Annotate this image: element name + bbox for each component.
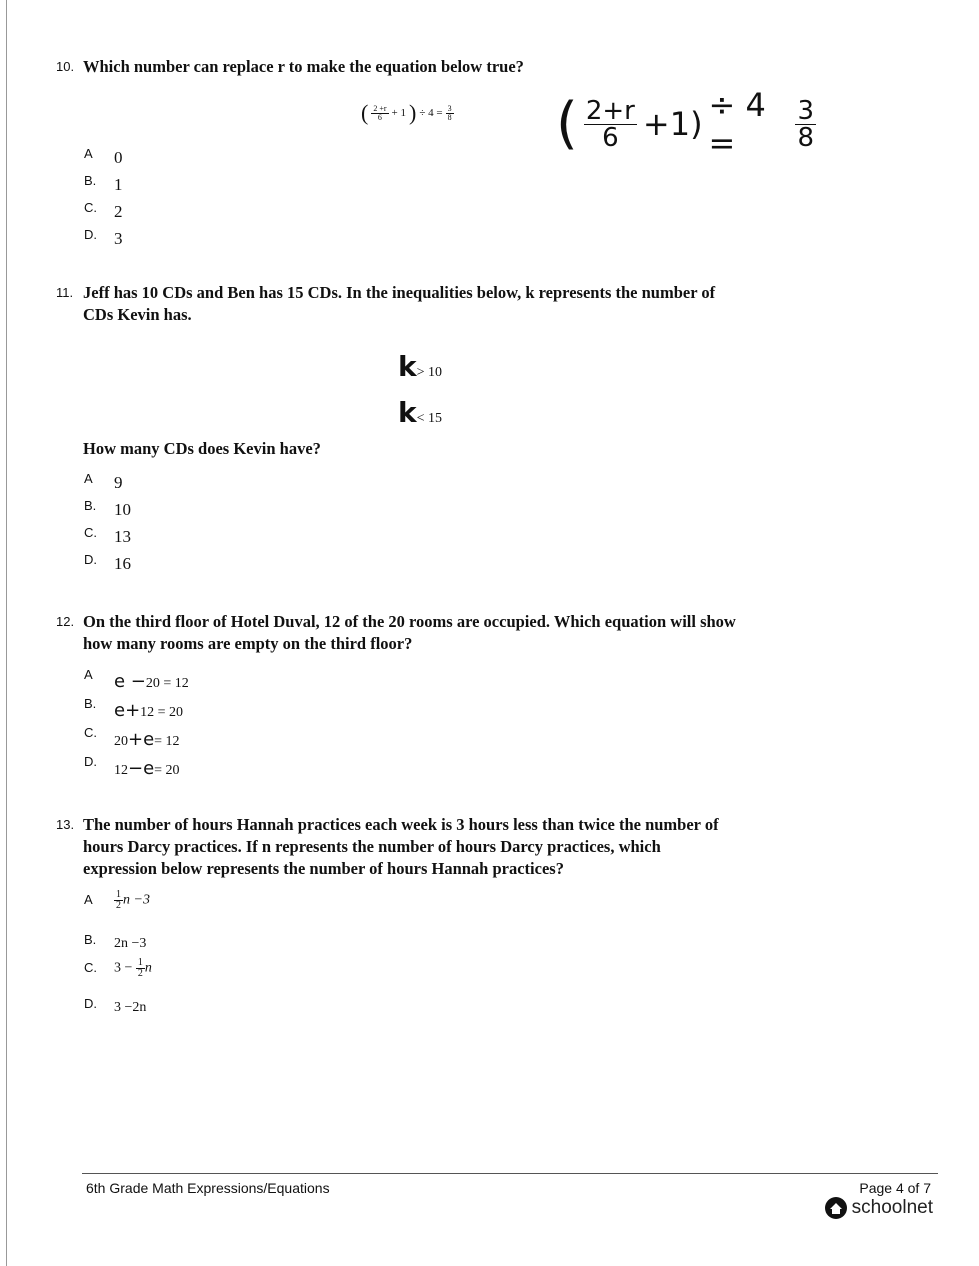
footer-title: 6th Grade Math Expressions/Equations	[86, 1180, 330, 1196]
page-number: Page 4 of 7	[859, 1180, 931, 1196]
question-10: 10. Which number can replace r to make the equation below true? ( $\frac{2 +r}{6}$ + 1 ) ÷ 4 = $\frac{3}{8}$ ( $\frac{2+r}{6}$ +1) ÷ 4 = $\frac{3}{8}$ A 0 B. 1 C. 2 D. 3	[56, 57, 814, 248]
question-text-line: hours Darcy practices. If n represents the number of hours Darcy practices, which	[83, 837, 661, 856]
fraction: $\frac{2+r}{6}$	[585, 95, 635, 153]
question-13: 13. The number of hours Hannah practices each week is 3 hours less than twice the number of hours Darcy practices. If n represents the number of hours Darcy practices, which expression below represents the number of hours Hannah practices? A $\frac{1}{2}$ n −3 B. 2n −3 C. 3 − $\frac{1}{2}$ n D. 3 −2n	[56, 815, 719, 1015]
schoolnet-house-icon	[824, 1196, 848, 1220]
question-text: Which number can replace r to make the equation below true?	[83, 57, 524, 76]
fraction: $\frac{3}{8}$	[447, 103, 452, 122]
scan-edge-line	[6, 0, 7, 1266]
printed-equation: ( $\frac{2 +r}{6}$ + 1 ) ÷ 4 = $\frac{3}{8}$	[361, 100, 452, 125]
question-number: 10.	[56, 59, 75, 74]
footer-divider	[82, 1173, 938, 1174]
brand-name: schoolnet	[851, 1197, 933, 1218]
question-text-line: how many rooms are empty on the third floor?	[83, 634, 413, 653]
inequality-2: k< 15	[398, 396, 443, 429]
handwritten-equation: ( $\frac{2+r}{6}$ +1) ÷ 4 = $\frac{3}{8}$	[556, 86, 814, 162]
question-number: 12.	[56, 614, 75, 629]
question-text-line: The number of hours Hannah practices each week is 3 hours less than twice the number of	[83, 815, 719, 834]
inequality-1: k> 10	[398, 350, 443, 383]
fraction: $\frac{2 +r}{6}$	[373, 103, 387, 122]
fraction: $\frac{3}{8}$	[797, 95, 814, 153]
question-number: 11.	[56, 285, 74, 300]
question-text-line: expression below represents the number of hours Hannah practices?	[83, 859, 564, 878]
question-text-line: Jeff has 10 CDs and Ben has 15 CDs. In the inequalities below, k represents the number of	[83, 283, 716, 302]
question-text-line: CDs Kevin has.	[83, 305, 192, 324]
fraction: $\frac{1}{2}$	[116, 889, 121, 911]
schoolnet-logo	[824, 1196, 933, 1220]
question-12: 12. On the third floor of Hotel Duval, 12 of the 20 rooms are occupied. Which equation will show how many rooms are empty on the third floor? A e −20 = 12 B. e+12 = 20 C. 20+e= 12 D. 12−e= 20	[56, 612, 736, 779]
sub-question-text: How many CDs does Kevin have?	[83, 439, 321, 458]
question-text-line: On the third floor of Hotel Duval, 12 of the 20 rooms are occupied. Which equation will show	[83, 612, 736, 631]
question-number: 13.	[56, 817, 75, 832]
fraction: $\frac{1}{2}$	[137, 957, 143, 979]
question-11: 11. Jeff has 10 CDs and Ben has 15 CDs. In the inequalities below, k represents the number of CDs Kevin has. k> 10 k< 15 How many CDs does Kevin have? A 9 B. 10 C. 13 D. 16	[56, 283, 716, 573]
